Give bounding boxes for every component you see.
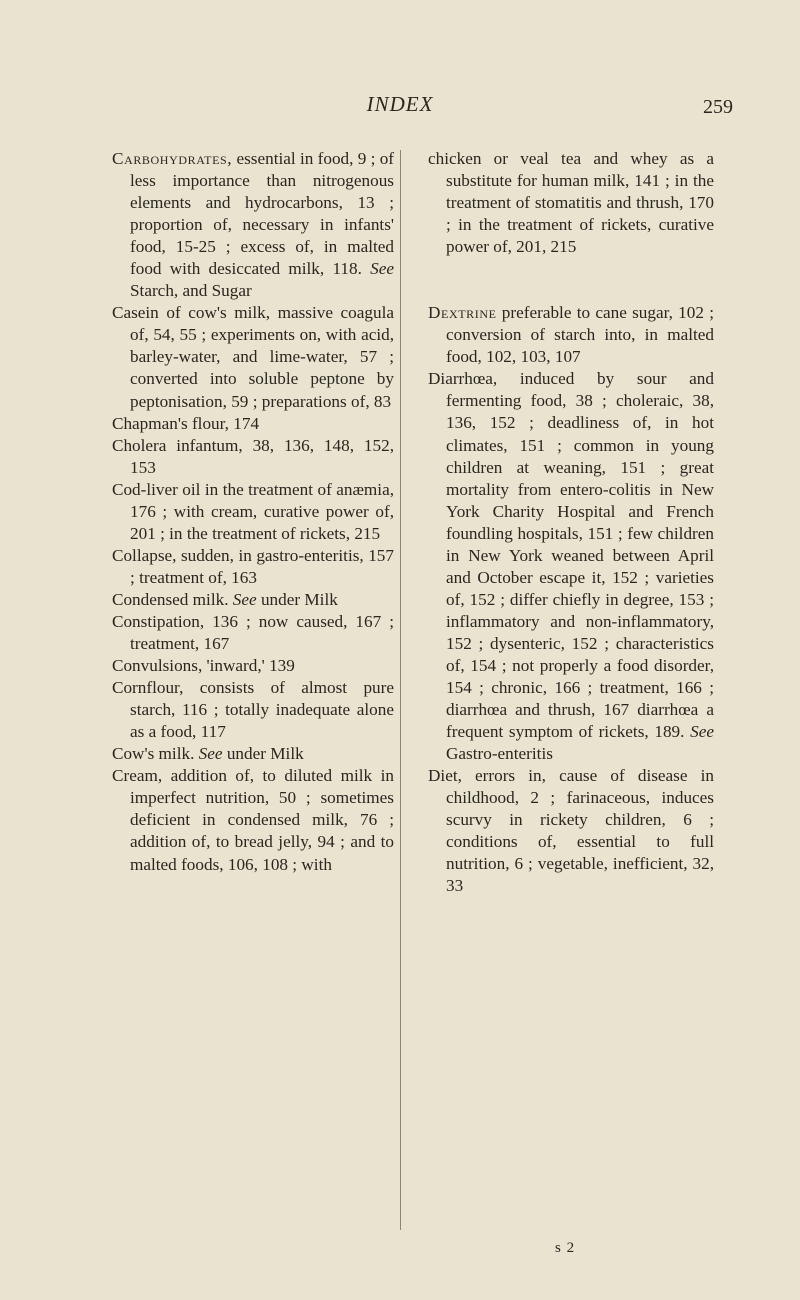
index-entry: Cholera infantum, 38, 136, 148, 152, 153	[112, 435, 394, 477]
index-entry: Carbohydrates, essential in food, 9 ; of less importance than nitrogenous elements and hydrocarbons, 13 ; proportion of, necessary in infants' food, 15-25 ; excess of, in malted food with desiccated milk, 118. See Starch, and Sugar	[112, 149, 395, 301]
index-column-left	[112, 148, 394, 876]
index-entry: Dextrine preferable to cane sugar, 102 ; conversion of starch into, in malted food, 102, 103, 107	[428, 303, 714, 367]
page-number: 259	[703, 96, 733, 118]
column-divider	[400, 150, 401, 1230]
index-entry: Convulsions, 'inward,' 139	[112, 656, 295, 676]
index-entry: Cow's milk. See under Milk	[112, 744, 304, 764]
index-entry: Diarrhœa, induced by sour and fermenting food, 38 ; choleraic, 38, 136, 152 ; deadliness of, in hot climates, 151 ; common in young children at weaning, 151 ; great mortality from entero-colitis in New York Charity Hospital and French foundling hospitals, 151 ; few children in New York weaned between April and October escape it, 152 ; varieties of, 152 ; differ chiefly in degree, 153 ; inflammatory and non-inflammatory, 152 ; dysenteric, 152 ; characteristics of, 154 ; not properly a food disorder, 154 ; chronic, 166 ; treatment, 166 ; diarrhœa and thrush, 167 diarrhœa a frequent symptom of rickets, 189. See Gastro-enteritis	[428, 369, 714, 764]
index-entry-continuation: chicken or veal tea and whey as a substitute for human milk, 141 ; in the treatment of stomatitis and thrush, 170 ; in the treatment of rickets, curative power of, 201, 215	[428, 149, 714, 257]
index-entry: Cod-liver oil in the treatment of anæmia, 176 ; with cream, curative power of, 201 ; in the treatment of rickets, 215	[112, 479, 394, 543]
index-entry: Diet, errors in, cause of disease in childhood, 2 ; farinaceous, induces scurvy in rickety children, 6 ; conditions of, essential to full nutrition, 6 ; vegetable, inefficient, 32, 33	[428, 766, 714, 896]
index-entry: Cornflour, consists of almost pure starch, 116 ; totally inadequate alone as a food, 117	[112, 678, 394, 742]
index-entry: Condensed milk. See under Milk	[112, 589, 338, 609]
signature-mark: s 2	[555, 1240, 576, 1256]
index-entry: Cream, addition of, to diluted milk in imperfect nutrition, 50 ; sometimes deficient in condensed milk, 76 ; addition of, to bread jelly, 94 ; and to malted foods, 106, 108 ; with	[112, 766, 394, 874]
running-head: INDEX	[366, 92, 434, 116]
index-entry: Collapse, sudden, in gastro-enteritis, 157 ; treatment of, 163	[112, 545, 394, 587]
index-entry: Casein of cow's milk, massive coagula of, 54, 55 ; experiments on, with acid, barley-water, and lime-water, 57 ; converted into soluble peptone by peptonisation, 59 ; preparations of, 83	[112, 303, 394, 411]
index-column-right	[428, 148, 714, 898]
index-entry: Constipation, 136 ; now caused, 167 ; treatment, 167	[112, 611, 394, 654]
index-entry: Chapman's flour, 174	[112, 413, 260, 433]
